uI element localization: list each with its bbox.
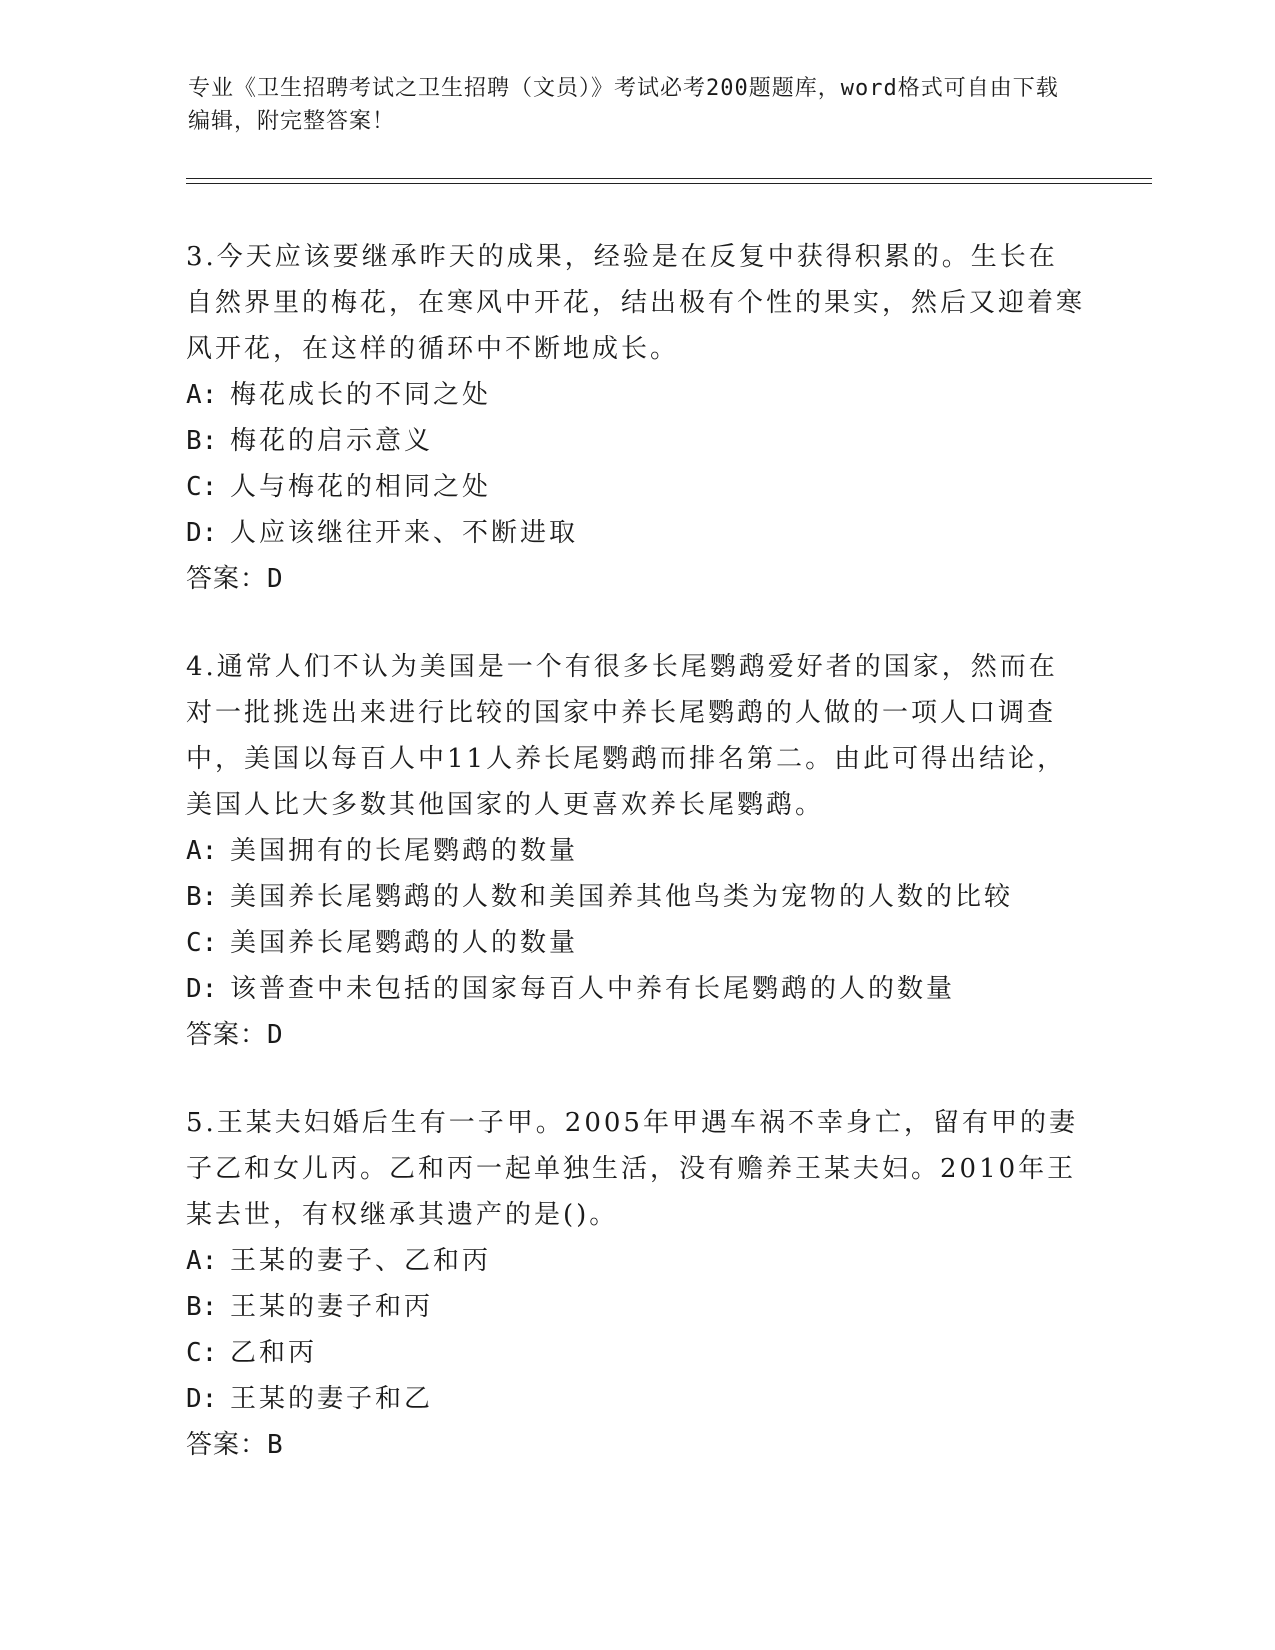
answer: 答案：B [186, 1430, 284, 1460]
header-divider-bottom [186, 183, 1152, 184]
option-letter: A: [186, 836, 218, 866]
answer: 答案：D [186, 1020, 284, 1050]
option-letter: B: [186, 1292, 218, 1322]
option-letter: C: [186, 1338, 218, 1368]
question-3 [186, 234, 1086, 602]
option-text: 人应该继往开来、不断进取 [230, 518, 579, 548]
option-letter: C: [186, 928, 218, 958]
option-b [186, 1284, 1086, 1330]
option-c [186, 1330, 1086, 1376]
option-text: 梅花的启示意义 [230, 426, 434, 456]
question-stem: 5.王某夫妇婚后生有一子甲。2005年甲遇车祸不幸身亡，留有甲的妻子乙和女儿丙。乙和丙一起单独生活，没有赡养王某夫妇。2010年王某去世，有权继承其遗产的是()。 [186, 1108, 1078, 1230]
option-text: 人与梅花的相同之处 [230, 472, 492, 502]
option-a [186, 1238, 1086, 1284]
option-letter: C: [186, 472, 218, 502]
option-letter: B: [186, 426, 218, 456]
answer: 答案：D [186, 564, 284, 594]
option-text: 王某的妻子、乙和丙 [230, 1246, 492, 1276]
option-letter: D: [186, 518, 218, 548]
option-text: 王某的妻子和丙 [230, 1292, 434, 1322]
document-header: 专业《卫生招聘考试之卫生招聘（文员）》考试必考200题题库，word格式可自由下载编辑，附完整答案！ [188, 76, 1059, 134]
option-text: 乙和丙 [230, 1338, 318, 1368]
option-text: 该普查中未包括的国家每百人中养有长尾鹦鹉的人的数量 [230, 974, 956, 1004]
question-4 [186, 644, 1086, 1058]
option-a [186, 828, 1086, 874]
option-letter: D: [186, 974, 218, 1004]
question-stem: 4.通常人们不认为美国是一个有很多长尾鹦鹉爱好者的国家，然而在对一批挑选出来进行比较的国家中养长尾鹦鹉的人做的一项人口调查中，美国以每百人中11人养长尾鹦鹉而排名第二。由此可得出结论，美国人比大多数其他国家的人更喜欢养长尾鹦鹉。 [186, 652, 1067, 820]
option-letter: A: [186, 1246, 218, 1276]
option-letter: D: [186, 1384, 218, 1414]
option-a [186, 372, 1086, 418]
option-c [186, 920, 1086, 966]
question-stem: 3.今天应该要继承昨天的成果，经验是在反复中获得积累的。生长在自然界里的梅花，在寒风中开花，结出极有个性的果实，然后又迎着寒风开花，在这样的循环中不断地成长。 [186, 242, 1086, 364]
option-d [186, 510, 1086, 556]
option-text: 美国养长尾鹦鹉的人的数量 [230, 928, 579, 958]
option-c [186, 464, 1086, 510]
option-text: 梅花成长的不同之处 [230, 380, 492, 410]
option-letter: A: [186, 380, 218, 410]
option-d [186, 966, 1086, 1012]
option-b [186, 874, 1086, 920]
option-d [186, 1376, 1086, 1422]
option-letter: B: [186, 882, 218, 912]
option-text: 美国养长尾鹦鹉的人数和美国养其他鸟类为宠物的人数的比较 [230, 882, 1014, 912]
option-text: 王某的妻子和乙 [230, 1384, 434, 1414]
header-divider-top [186, 178, 1152, 179]
option-text: 美国拥有的长尾鹦鹉的数量 [230, 836, 579, 866]
option-b [186, 418, 1086, 464]
question-5 [186, 1100, 1086, 1468]
